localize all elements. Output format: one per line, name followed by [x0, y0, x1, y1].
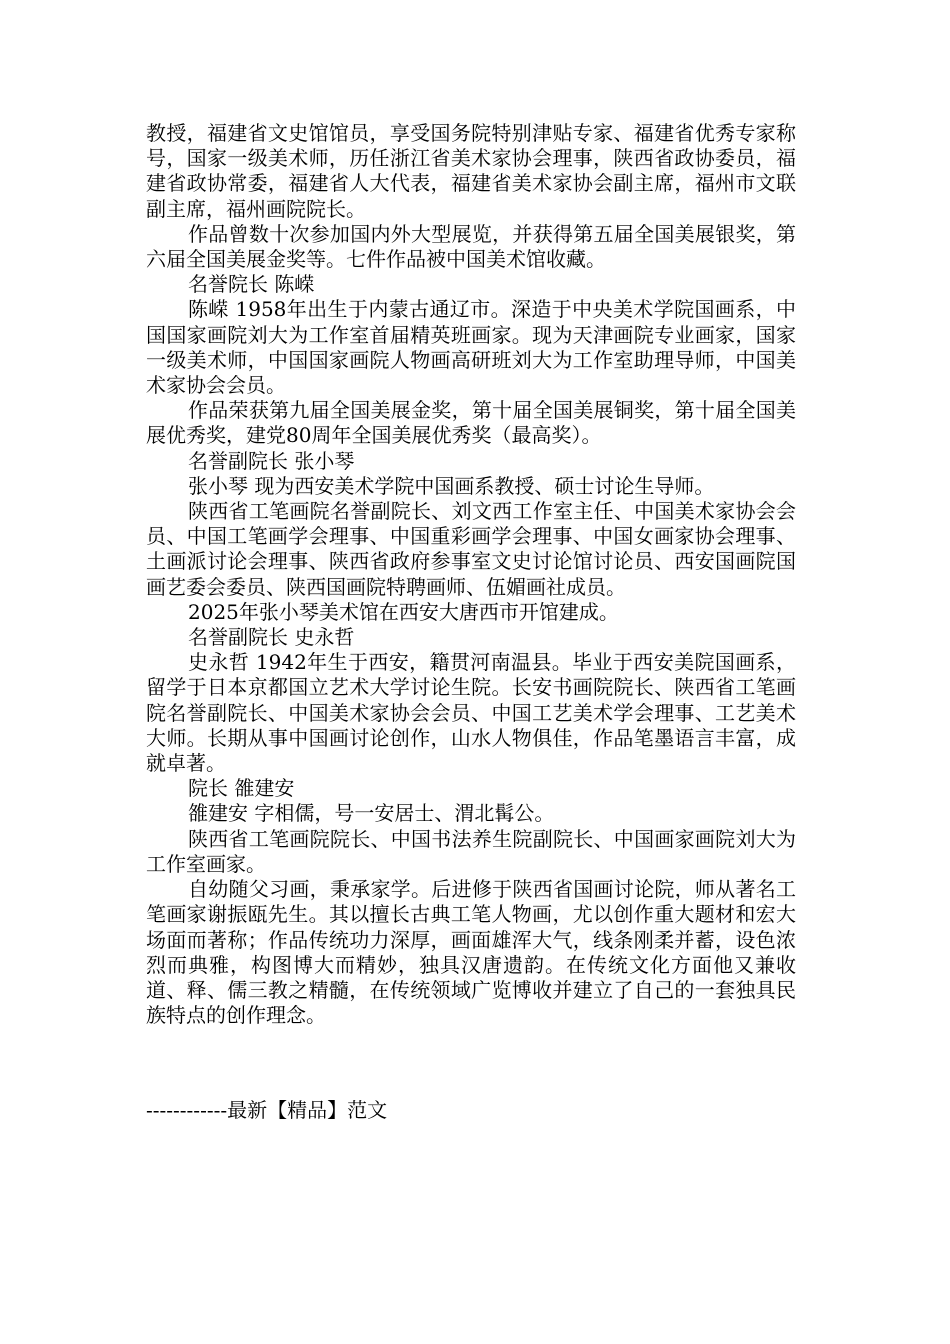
paragraph: 张小琴 现为西安美术学院中国画系教授、硕士讨论生导师。	[188, 473, 715, 498]
section-heading: 名誉副院长 史永哲	[188, 625, 355, 650]
paragraph: 雒建安 字相儒，号一安居士、渭北髯公。	[188, 801, 555, 826]
document-body	[146, 121, 796, 1028]
paragraph: 自幼随父习画，秉承家学。后进修于陕西省国画讨论院，师从著名工笔画家谢振瓯先生。其以擅长古典工笔人物画，尤以创作重大题材和宏大场面而著称；作品传统功力深厚，画面雄浑大气，线条刚柔并蓄，设色浓烈而典雅，构图博大而精妙，独具汉唐遗韵。在传统文化方面他又兼收道、释、儒三教之精髓，在传统领域广览博收并建立了自己的一套独具民族特点的创作理念。	[146, 877, 796, 1028]
document-footer: ------------最新【精品】范文	[146, 1098, 388, 1122]
paragraph: 2025年张小琴美术馆在西安大唐西市开馆建成。	[188, 599, 619, 624]
section-heading: 名誉院长 陈嵘	[188, 272, 315, 297]
paragraph: 史永哲 1942年生于西安，籍贯河南温县。毕业于西安美院国画系，留学于日本京都国立艺术大学讨论生院。长安书画院院长、陕西省工笔画院名誉副院长、中国美术家协会会员、中国工艺美术学会理事、工艺美术大师。长期从事中国画讨论创作，山水人物俱佳，作品笔墨语言丰富，成就卓著。	[146, 650, 796, 776]
section-heading: 院长 雒建安	[188, 776, 295, 801]
paragraph: 作品荣获第九届全国美展金奖，第十届全国美展铜奖，第十届全国美展优秀奖，建党80周年全国美展优秀奖（最高奖）。	[146, 398, 796, 448]
paragraph: 作品曾数十次参加国内外大型展览，并获得第五届全国美展银奖，第六届全国美展金奖等。七件作品被中国美术馆收藏。	[146, 221, 796, 272]
section-heading: 名誉副院长 张小琴	[188, 448, 355, 473]
paragraph: 教授，福建省文史馆馆员，享受国务院特别津贴专家、福建省优秀专家称号，国家一级美术师，历任浙江省美术家协会理事，陕西省政协委员，福建省政协常委，福建省人大代表，福建省美术家协会副主席，福州市文联副主席，福州画院院长。	[146, 121, 796, 221]
paragraph: 陈嵘 1958年出生于内蒙古通辽市。深造于中央美术学院国画系，中国国家画院刘大为工作室首届精英班画家。现为天津画院专业画家，国家一级美术师，中国国家画院人物画高研班刘大为工作室助理导师，中国美术家协会会员。	[146, 297, 796, 398]
paragraph: 陕西省工笔画院院长、中国书法养生院副院长、中国画家画院刘大为工作室画家。	[146, 826, 796, 876]
paragraph: 陕西省工笔画院名誉副院长、刘文西工作室主任、中国美术家协会会员、中国工笔画学会理事、中国重彩画学会理事、中国女画家协会理事、土画派讨论会理事、陕西省政府参事室文史讨论馆讨论员、西安国画院国画艺委会委员、陕西国画院特聘画师、伍媚画社成员。	[146, 499, 796, 599]
